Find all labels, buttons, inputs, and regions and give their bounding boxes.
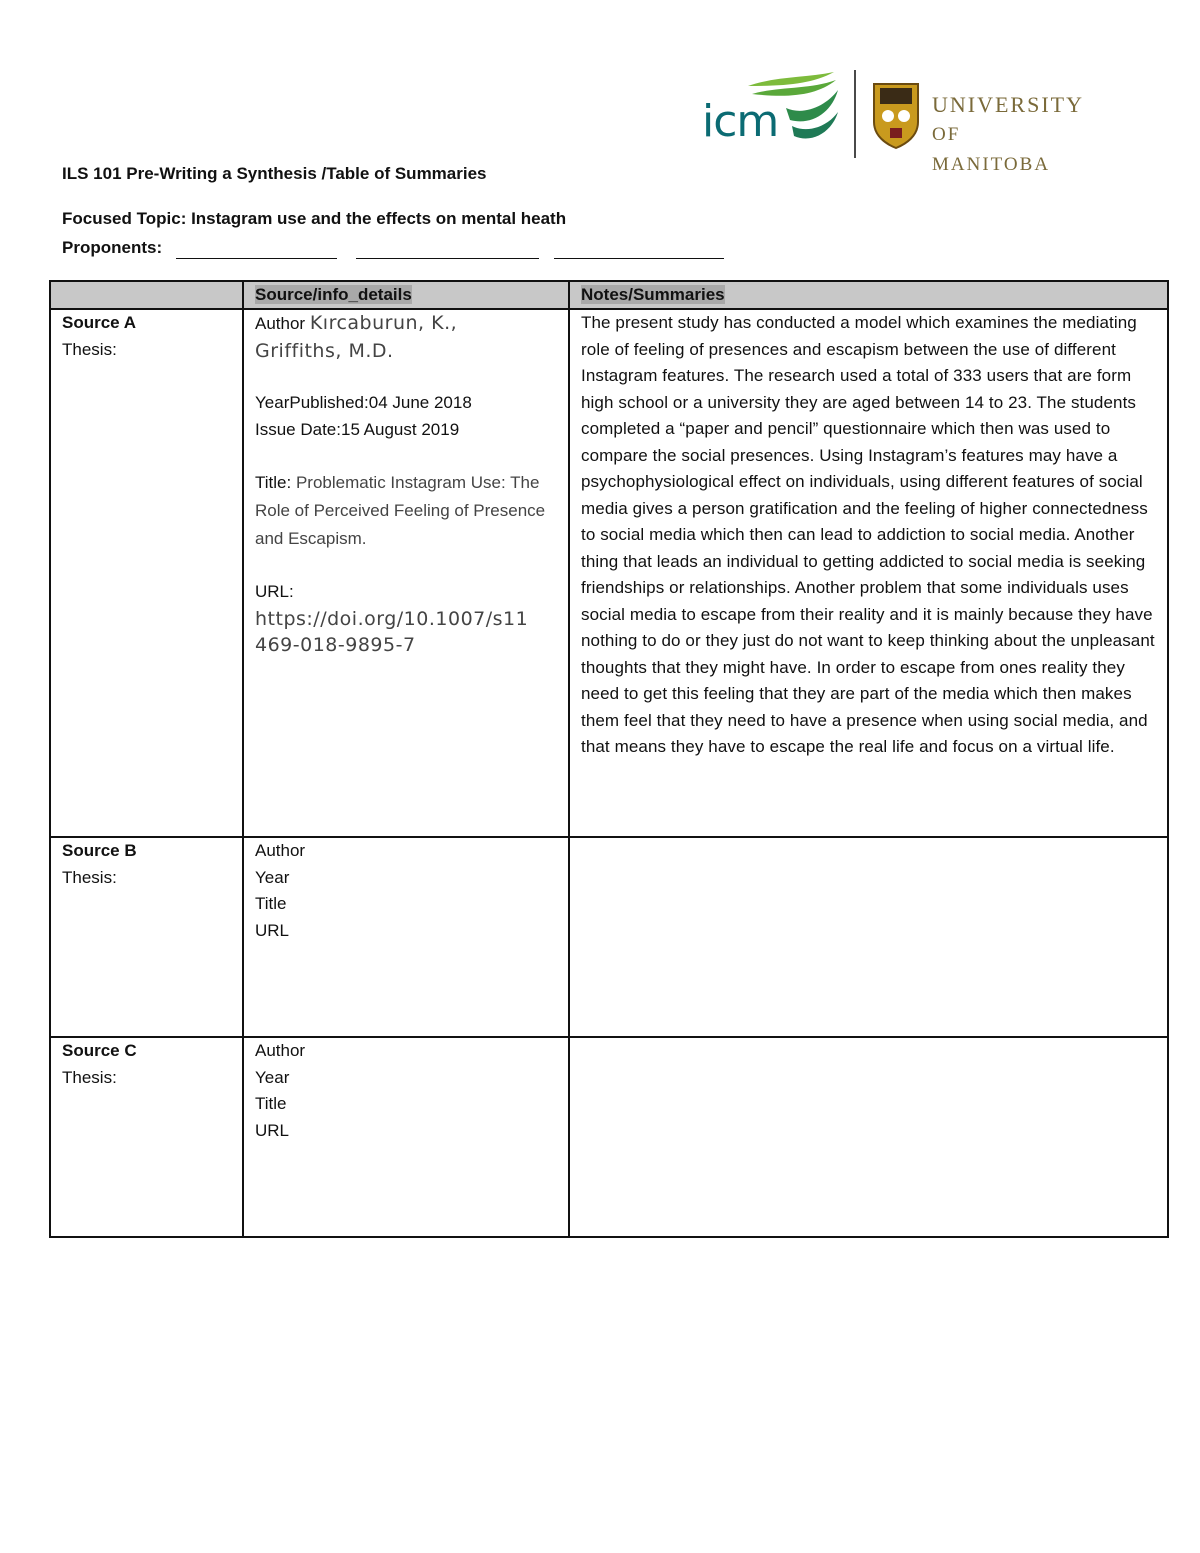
proponent-blank-2[interactable]: [356, 258, 539, 259]
source-b-author: Author: [255, 841, 306, 860]
source-c-title: Title: [255, 1094, 287, 1113]
source-a-label: Source A: [62, 313, 137, 332]
source-b-label: Source B: [62, 841, 137, 860]
table-row-source-c: [50, 1037, 1168, 1237]
source-a-title-value: Problematic Instagram Use: The Role of Perceived Feeling of Presence and Escapism.: [255, 473, 546, 548]
source-b-title: Title: [255, 894, 287, 913]
source-a-details-cell: [243, 309, 569, 837]
source-a-author-value-2: Griffiths, M.D.: [255, 339, 394, 362]
proponent-blank-3[interactable]: [554, 258, 724, 259]
source-a-url-value-1[interactable]: https://doi.org/10.1007/s11: [255, 607, 529, 630]
source-c-label-cell: [50, 1037, 243, 1237]
source-a-author-label: Author: [255, 314, 306, 333]
header-source-info: Source/info_details: [243, 281, 569, 309]
source-c-year: Year: [255, 1067, 290, 1087]
source-b-year: Year: [255, 867, 290, 887]
source-c-url: URL: [255, 1120, 290, 1140]
source-c-summary[interactable]: [569, 1037, 1168, 1237]
source-b-summary[interactable]: [569, 837, 1168, 1037]
table-row-source-a: [50, 309, 1168, 837]
source-b-url: URL: [255, 920, 290, 940]
source-a-author-value-1: Kırcaburun, K.,: [309, 312, 458, 334]
icm-swoosh-icon: [746, 68, 842, 144]
source-a-url-value-2[interactable]: 469-018-9895-7: [255, 634, 416, 656]
table-header-row: [50, 281, 1168, 309]
proponent-blank-1[interactable]: [176, 258, 337, 259]
icm-logo-text: icm: [702, 96, 779, 147]
source-c-label: Source C: [62, 1041, 137, 1060]
source-a-year: YearPublished:04 June 2018: [255, 393, 472, 412]
source-a-issue-date: Issue Date:15 August 2019: [255, 419, 460, 439]
source-b-thesis: Thesis:: [62, 867, 117, 887]
source-c-author: Author: [255, 1041, 306, 1060]
header-notes-summaries: Notes/Summaries: [569, 281, 1168, 309]
source-c-details-cell: [243, 1037, 569, 1237]
source-a-label-cell: [50, 309, 243, 837]
university-line1: UNIVERSITY: [932, 92, 1084, 117]
focused-topic: Focused Topic: Instagram use and the effects on mental heath: [62, 209, 567, 228]
header-empty-cell: [50, 281, 243, 309]
source-b-label-cell: [50, 837, 243, 1037]
university-wordmark: [932, 90, 1084, 180]
source-a-summary: The present study has conducted a model which examines the mediating role of feeling of presences and escapism between the use of different Instagram features. The research used a total of 333 users that are form high school or a university they are aged between 14 to 23. The students completed a “paper and pencil” questionnaire which then was used to compare the social presences. Using Instagram’s features may have a psychophysiological effect on individuals, using different features of social media gives a person gratification and the feeling of higher connectedness to social media which then can lead to addiction to social media. Another thing that leads an individual to getting addicted to social media is seeking friendships or relationships. Another problem that some individuals uses social media to escape from their reality and it is mainly because they have nothing to do or they just do not want to keep thinking about the unpleasant thoughts that they might have. In order to escape from ones reality they need to get this feeling that they are part of the media which then makes them feel that they need to have a presence when using social media, and that means they have to escape the real life and focus on a virtual life.: [569, 309, 1168, 837]
header-logos: [700, 66, 1084, 175]
university-line2: OF MANITOBA: [932, 124, 1051, 175]
proponents-label: Proponents:: [62, 238, 163, 257]
source-a-url-label: URL:: [255, 582, 294, 601]
table-row-source-b: [50, 837, 1168, 1037]
summary-table: [49, 280, 1169, 1238]
source-c-thesis: Thesis:: [62, 1067, 117, 1087]
page-title: ILS 101 Pre-Writing a Synthesis /Table of Summaries: [62, 164, 487, 183]
source-b-details-cell: [243, 837, 569, 1037]
logo-divider: [854, 70, 856, 158]
university-crest-icon: [870, 78, 922, 150]
source-a-title-label: Title:: [255, 473, 292, 492]
source-a-thesis: Thesis:: [62, 339, 117, 359]
